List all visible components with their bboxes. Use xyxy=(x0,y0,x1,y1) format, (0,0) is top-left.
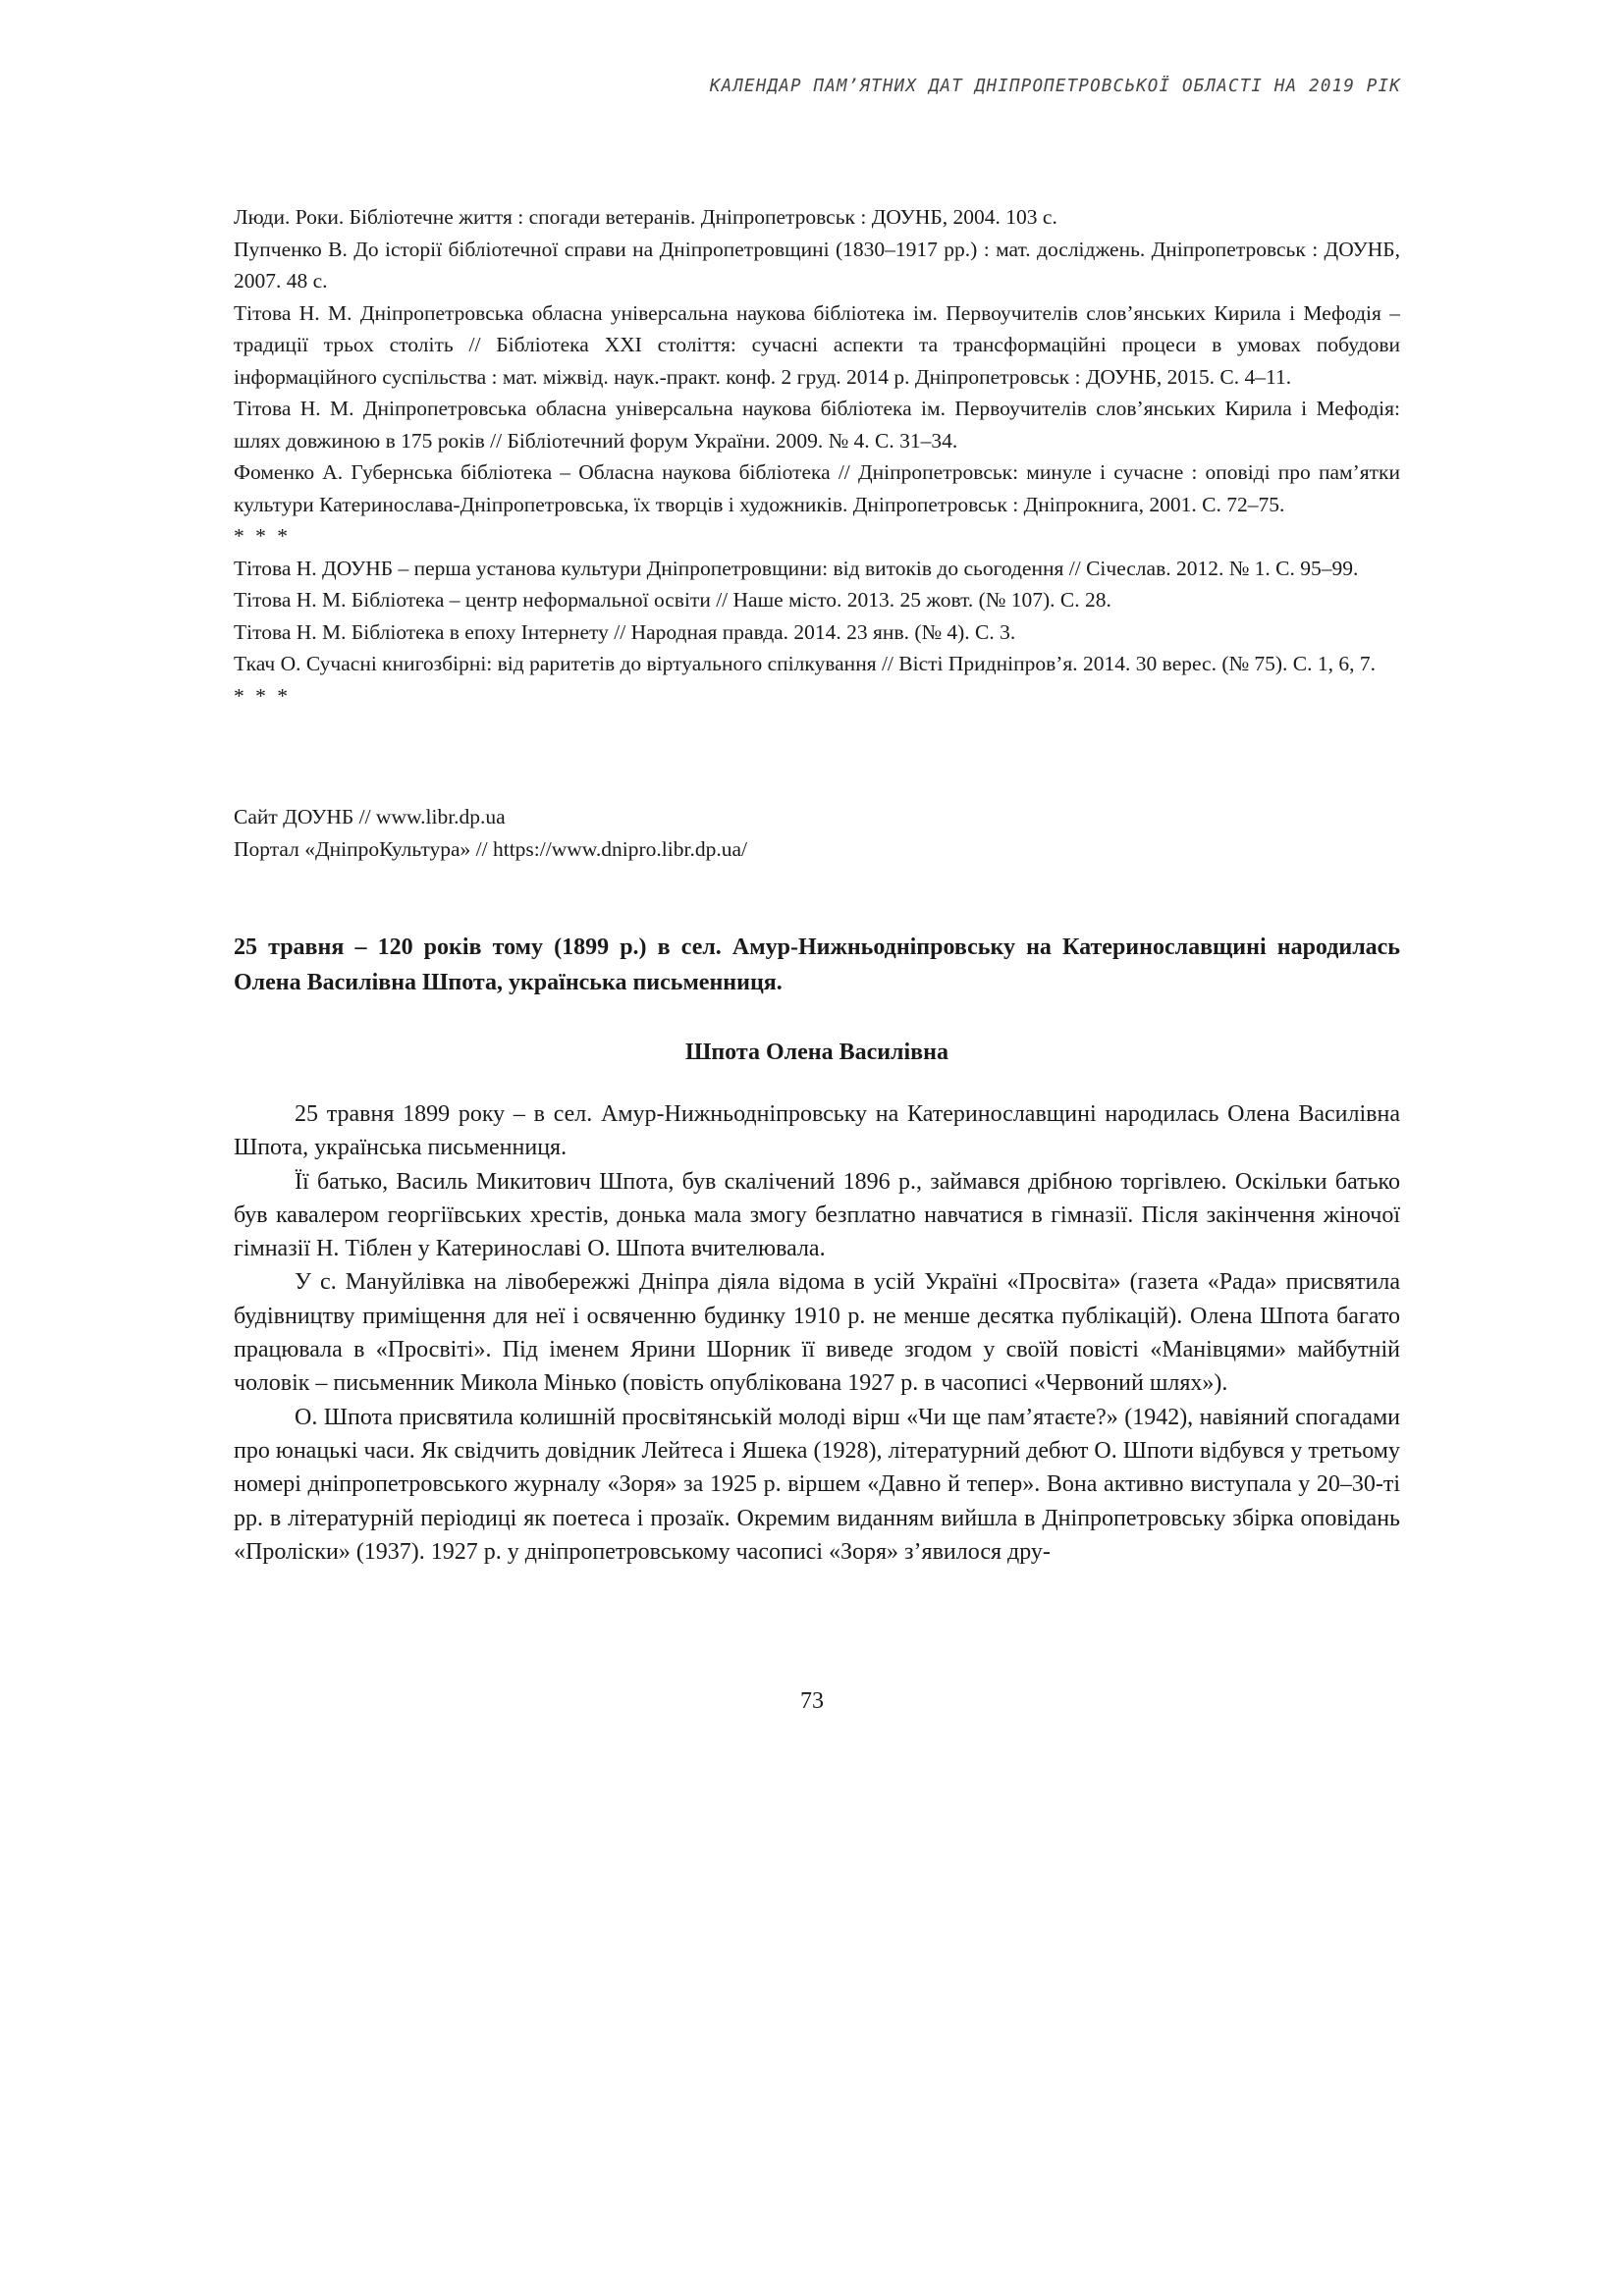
article-paragraph: О. Шпота присвятила колишній просвітянській молоді вірш «Чи ще пам’ятаєте?» (1942), навіяний спогадами про юнацькі часи. Як свідчить довідник Лейтеса і Яшека (1928), літературний дебют О. Шпоти відбувся у третьому номері дніпропетровського журналу «Зоря» за 1925 р. віршем «Давно й тепер». Вона активно виступала у 20–30-ті рр. в літературній періодиці як поетеса і прозаїк. Окремим виданням вийшла в Дніпропетровську збірка оповідань «Пролiски» (1937). 1927 р. у дніпропетровському часописі «Зоря» з’явилося дру- xyxy=(234,1404,1400,1565)
web-resource-link: Портал «ДніпроКультура» // https://www.dnipro.libr.dp.ua/ xyxy=(234,836,747,861)
web-resource-link: Сайт ДОУНБ // www.libr.dp.ua xyxy=(234,805,506,828)
event-announcement xyxy=(234,930,1400,1000)
bibliography-entry: Тітова Н. М. Бібліотека в епоху Інтернету // Народная правда. 2014. 23 янв. (№ 4). С. 3. xyxy=(234,619,1016,644)
article-paragraph: 25 травня 1899 року – в сел. Амур-Нижньодніпровську на Катеринославщині народилась Олена Василівна Шпота, українська письменниця. xyxy=(234,1101,1400,1161)
bibliography-entry: Ткач О. Сучасні книгозбірні: від раритетів до віртуального спілкування // Вісті Придніпров’я. 2014. 30 верес. (№ 75). С. 1, 6, 7. xyxy=(234,652,1377,675)
article-paragraph: Її батько, Василь Микитович Шпота, був скалічений 1896 р., займався дрібною торгівлею. Оскільки батько був кавалером георгіївських хрестів, донька мала змогу безплатно навчатися в гімназії. Після закінчення жіночої гімназії Н. Тіблен у Катеринославі О. Шпота вчителювала. xyxy=(234,1168,1400,1262)
event-text: 25 травня – 120 років тому (1899 р.) в сел. Амур-Нижньодніпровську на Катеринославщині народилась Олена Василівна Шпота, українська письменниця. xyxy=(234,934,1400,995)
bibliography-entry: Фоменко А. Губернська бібліотека – Обласна наукова бібліотека // Дніпропетровськ: минуле і сучасне : оповіді про пам’ятки культури Катеринослава-Дніпропетровська, їх творців і художників. Дніпропетровськ : Дніпрокнига, 2001. С. 72–75. xyxy=(234,460,1400,516)
section-separator: * * * xyxy=(234,683,291,708)
article-title: Шпота Олена Василівна xyxy=(685,1040,948,1065)
bibliography-entry: Пупченко В. До історії бібліотечної справи на Дніпропетровщині (1830–1917 рр.) : мат. досліджень. Дніпропетровськ : ДОУНБ, 2007. 48 с. xyxy=(234,237,1400,293)
bibliography-entry: Тітова Н. М. Бібліотека – центр неформальної освіти // Наше місто. 2013. 25 жовт. (№ 107). С. 28. xyxy=(234,588,1111,612)
article-paragraph: У с. Мануйлівка на лівобережжі Дніпра діяла відома в усій Україні «Просвіта» (газета «Рада» присвятила будівництву приміщення для неї і освяченню будинку 1910 р. не менше десятка публікацій). Олена Шпота багато працювала в «Просвіті». Під іменем Ярини Шорник її виведе згодом у своїй повісті «Манівцями» майбутній чоловік – письменник Микола Мінько (повість опублікована 1927 р. в часописі «Червоний шлях»). xyxy=(234,1269,1400,1397)
bibliography-entry: Люди. Роки. Бібліотечне життя : спогади ветеранів. Дніпропетровськ : ДОУНБ, 2004. 103 с. xyxy=(234,205,1057,229)
section-separator: * * * xyxy=(234,524,291,548)
bibliography-entry: Тітова Н. М. Дніпропетровська обласна універсальна наукова бібліотека ім. Первоучителів слов’янських Кирила і Мефодія – традиції трьох століть // Бібліотека XXI століття: сучасні аспекти та трансформаційні процеси в умовах побудови інформаційного суспільства : мат. міжвід. наук.-практ. конф. 2 груд. 2014 р. Дніпропетровськ : ДОУНБ, 2015. С. 4–11. xyxy=(234,300,1400,389)
running-header: КАЛЕНДАР ПАМ’ЯТНИХ ДАТ ДНІПРОПЕТРОВСЬКОЇ ОБЛАСТІ НА 2019 РІК xyxy=(709,77,1401,96)
bibliography-section xyxy=(234,201,1400,712)
page-number: 73 xyxy=(800,1688,824,1714)
bibliography-entry: Тітова Н. ДОУНБ – перша установа культури Дніпропетровщини: від витоків до сьогодення // Січеслав. 2012. № 1. С. 95–99. xyxy=(234,556,1359,580)
article-body xyxy=(234,1097,1400,1569)
web-resources xyxy=(234,801,1400,865)
bibliography-entry: Тітова Н. М. Дніпропетровська обласна універсальна наукова бібліотека ім. Первоучителів слов’янських Кирила і Мефодія: шлях довжиною в 175 років // Бібліотечний форум України. 2009. № 4. С. 31–34. xyxy=(234,397,1400,453)
